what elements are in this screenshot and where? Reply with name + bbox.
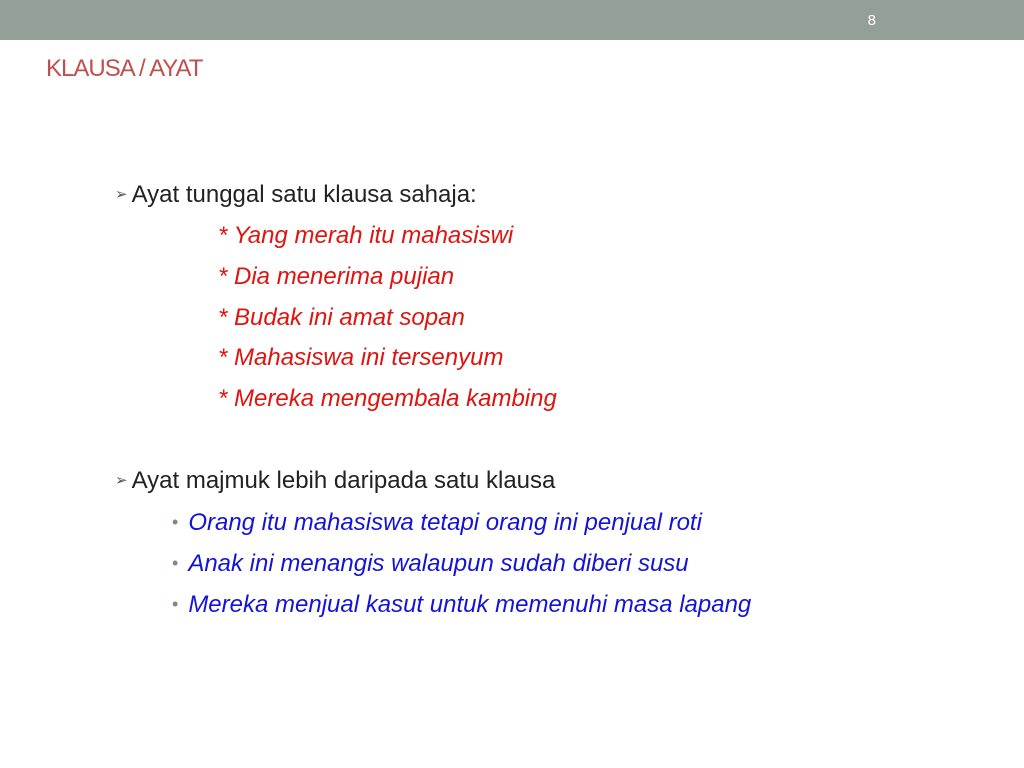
- arrow-bullet-icon: ➢: [115, 186, 128, 203]
- dot-bullet-icon: •: [172, 512, 179, 532]
- slide-title: KLAUSA / AYAT: [46, 55, 203, 82]
- list-item: * Budak ini amat sopan: [218, 304, 465, 331]
- list-item: • Anak ini menangis walaupun sudah diberi susu: [172, 550, 689, 577]
- section-heading-compound: ➢ Ayat majmuk lebih daripada satu klausa: [115, 467, 556, 494]
- list-item: * Dia menerima pujian: [218, 263, 455, 290]
- list-item: * Yang merah itu mahasiswi: [218, 222, 514, 249]
- list-item: • Orang itu mahasiswa tetapi orang ini penjual roti: [172, 509, 702, 536]
- arrow-bullet-icon: ➢: [115, 472, 128, 489]
- list-item: • Mereka menjual kasut untuk memenuhi masa lapang: [172, 591, 752, 618]
- list-item: * Mereka mengembala kambing: [218, 385, 557, 412]
- dot-bullet-icon: •: [172, 553, 179, 573]
- list-item: * Mahasiswa ini tersenyum: [218, 344, 504, 371]
- dot-bullet-icon: •: [172, 594, 179, 614]
- section-heading-single: ➢ Ayat tunggal satu klausa sahaja:: [115, 181, 477, 208]
- slide-number: 8: [867, 12, 876, 29]
